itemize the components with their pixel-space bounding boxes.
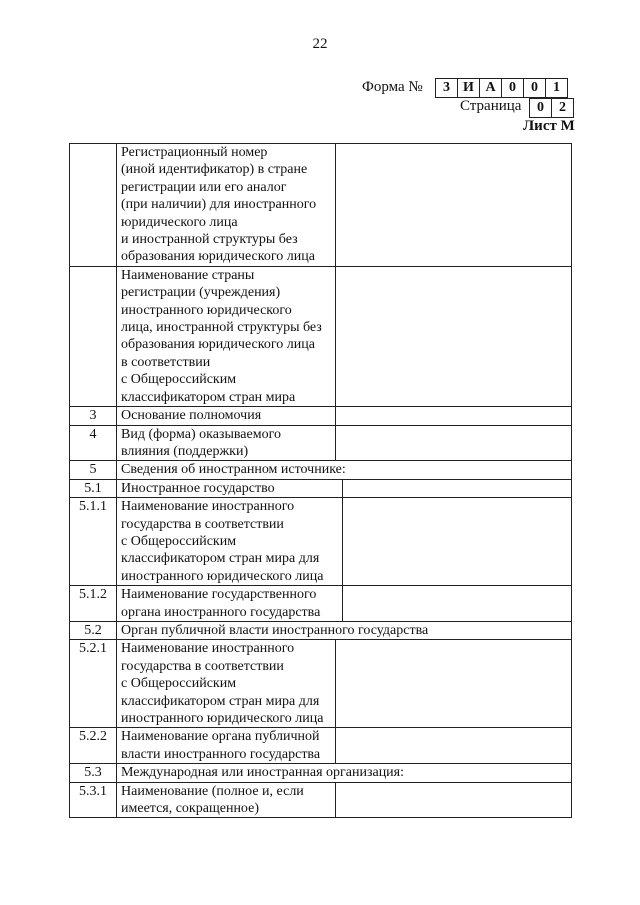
row-label: Основание полномочия [117, 407, 336, 425]
row-value-cell[interactable] [336, 728, 572, 764]
page-label: Страница [460, 98, 522, 114]
row-number: 5.1.2 [70, 586, 117, 622]
row-value-cell[interactable] [343, 586, 572, 622]
table-row [70, 782, 572, 818]
row-number: 5.3 [70, 764, 117, 782]
table-row [70, 479, 572, 497]
section-heading: Международная или иностранная организация: [117, 764, 572, 782]
page-code-boxes [529, 98, 574, 118]
page-code-cell: 0 [530, 99, 552, 118]
form-code-cell: И [458, 79, 480, 98]
table-row [70, 425, 572, 461]
row-value-cell[interactable] [336, 144, 572, 267]
row-value-cell[interactable] [336, 782, 572, 818]
row-label: Наименование страны регистрации (учреждения) иностранного юридического лица, иностранной структуры без образования юридического лица в соответствии с Общероссийским классификатором стран мира [117, 266, 336, 406]
row-number: 5.2.2 [70, 728, 117, 764]
form-code-cell: А [480, 79, 502, 98]
row-value-cell[interactable] [336, 266, 572, 406]
row-label: Наименование (полное и, если имеется, сокращенное) [117, 782, 336, 818]
table-row [70, 461, 572, 479]
row-value-cell[interactable] [336, 425, 572, 461]
table-row [70, 144, 572, 267]
page-code-cell: 2 [552, 99, 574, 118]
form-table [69, 143, 572, 818]
row-label: Наименование иностранного государства в соответствии с Общероссийским классификатором стран мира для иностранного юридического лица [117, 640, 336, 728]
table-row [70, 764, 572, 782]
row-number: 4 [70, 425, 117, 461]
row-label: Вид (форма) оказываемого влияния (поддержки) [117, 425, 336, 461]
row-value-cell[interactable] [336, 407, 572, 425]
table-row [70, 586, 572, 622]
table-row [70, 728, 572, 764]
sheet-label: Лист М [523, 118, 575, 134]
page-number: 22 [312, 36, 328, 52]
row-number: 5.3.1 [70, 782, 117, 818]
row-number [70, 266, 117, 406]
row-label: Наименование иностранного государства в соответствии с Общероссийским классификатором стран мира для иностранного юридического лица [117, 498, 343, 586]
form-code-cell: 1 [546, 79, 568, 98]
table-row [70, 266, 572, 406]
row-number: 5.2.1 [70, 640, 117, 728]
row-number: 5.1.1 [70, 498, 117, 586]
row-number: 5 [70, 461, 117, 479]
form-code-cell: 0 [524, 79, 546, 98]
row-label: Иностранное государство [117, 479, 343, 497]
table-row [70, 621, 572, 639]
row-number: 3 [70, 407, 117, 425]
table-row [70, 498, 572, 586]
form-code-cell: 0 [502, 79, 524, 98]
row-value-cell[interactable] [343, 498, 572, 586]
row-number: 5.2 [70, 621, 117, 639]
row-label: Наименование государственного органа иностранного государства [117, 586, 343, 622]
row-number: 5.1 [70, 479, 117, 497]
table-row [70, 407, 572, 425]
form-code-boxes [435, 78, 568, 98]
row-label: Наименование органа публичной власти иностранного государства [117, 728, 336, 764]
table-row [70, 640, 572, 728]
row-label: Регистрационный номер (иной идентификатор) в стране регистрации или его аналог (при наличии) для иностранного юридического лица и иностранной структуры без образования юридического лица [117, 144, 336, 267]
section-heading: Орган публичной власти иностранного государства [117, 621, 572, 639]
form-code-cell: 3 [436, 79, 458, 98]
row-value-cell[interactable] [343, 479, 572, 497]
section-heading: Сведения об иностранном источнике: [117, 461, 572, 479]
row-number [70, 144, 117, 267]
form-number-label: Форма № [362, 79, 423, 95]
row-value-cell[interactable] [336, 640, 572, 728]
